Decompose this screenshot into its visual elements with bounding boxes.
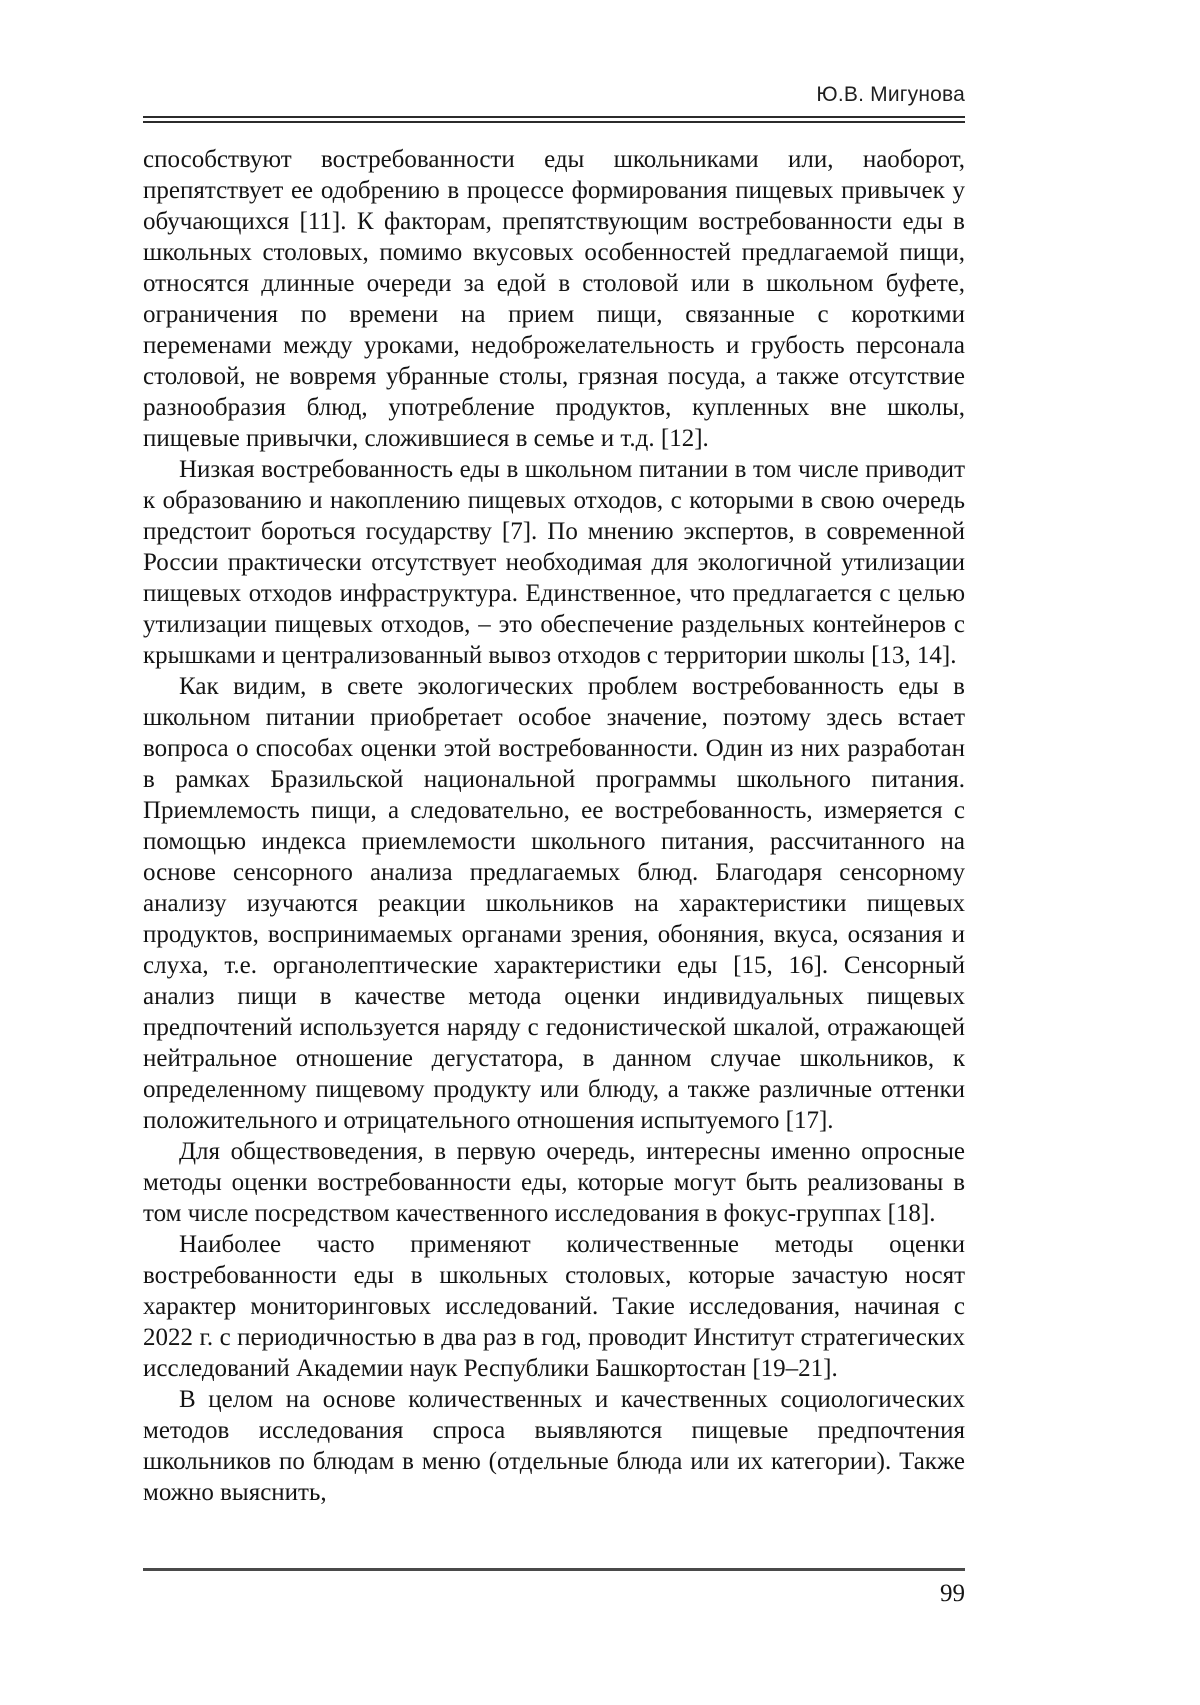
paragraph: Низкая востребованность еды в школьном питании в том числе приводит к образованию и накоплению пищевых отходов, с которыми в свою очередь предстоит бороться государству [7]. По мнению экспертов, в современной России практически отсутствует необходимая для экологичной утилизации пищевых отходов инфраструктура. Единственное, что предлагается с целью утилизации пищевых отходов, – это обеспечение раздельных контейнеров с крышками и централизованный вывоз отходов с территории школы [13, 14].: [143, 456, 965, 669]
footer-rule: [143, 1568, 965, 1571]
paragraph: В целом на основе количественных и качественных социологических методов исследования спроса выявляются пищевые предпочтения школьников по блюдам в меню (отдельные блюда или их категории). Также можно выяснить,: [143, 1386, 965, 1506]
page-header-author: Ю.В. Мигунова: [816, 83, 965, 106]
header-double-rule: [143, 116, 965, 123]
page-number: 99: [940, 1580, 965, 1607]
paragraph: Для обществоведения, в первую очередь, интересны именно опросные методы оценки востребованности еды, которые могут быть реализованы в том числе посредством качественного исследования в фокус-группах [18].: [143, 1138, 965, 1227]
paragraph: способствуют востребованности еды школьниками или, наоборот, препятствует ее одобрению в процессе формирования пищевых привычек у обучающихся [11]. К факторам, препятствующим востребованности еды в школьных столовых, помимо вкусовых особенностей предлагаемой пищи, относятся длинные очереди за едой в столовой или в школьном буфете, ограничения по времени на прием пищи, связанные с короткими переменами между уроками, недоброжелательность и грубость персонала столовой, не вовремя убранные столы, грязная посуда, а также отсутствие разнообразия блюд, употребление продуктов, купленных вне школы, пищевые привычки, сложившиеся в семье и т.д. [12].: [143, 146, 965, 452]
document-body: [143, 144, 965, 1508]
paragraph: Как видим, в свете экологических проблем востребованность еды в школьном питании приобретает особое значение, поэтому здесь встает вопроса о способах оценки этой востребованности. Один из них разработан в рамках Бразильской национальной программы школьного питания. Приемлемость пищи, а следовательно, ее востребованность, измеряется с помощью индекса приемлемости школьного питания, рассчитанного на основе сенсорного анализа предлагаемых блюд. Благодаря сенсорному анализу изучаются реакции школьников на характеристики пищевых продуктов, воспринимаемых органами зрения, обоняния, вкуса, осязания и слуха, т.е. органолептические характеристики еды [15, 16]. Сенсорный анализ пищи в качестве метода оценки индивидуальных пищевых предпочтений используется наряду с гедонистической шкалой, отражающей нейтральное отношение дегустатора, в данном случае школьников, к определенному пищевому продукту или блюду, а также различные оттенки положительного и отрицательного отношения испытуемого [17].: [143, 673, 965, 1134]
paragraph: Наиболее часто применяют количественные методы оценки востребованности еды в школьных столовых, которые зачастую носят характер мониторинговых исследований. Такие исследования, начиная с 2022 г. с периодичностью в два раз в год, проводит Институт стратегических исследований Академии наук Республики Башкортостан [19–21].: [143, 1231, 965, 1382]
